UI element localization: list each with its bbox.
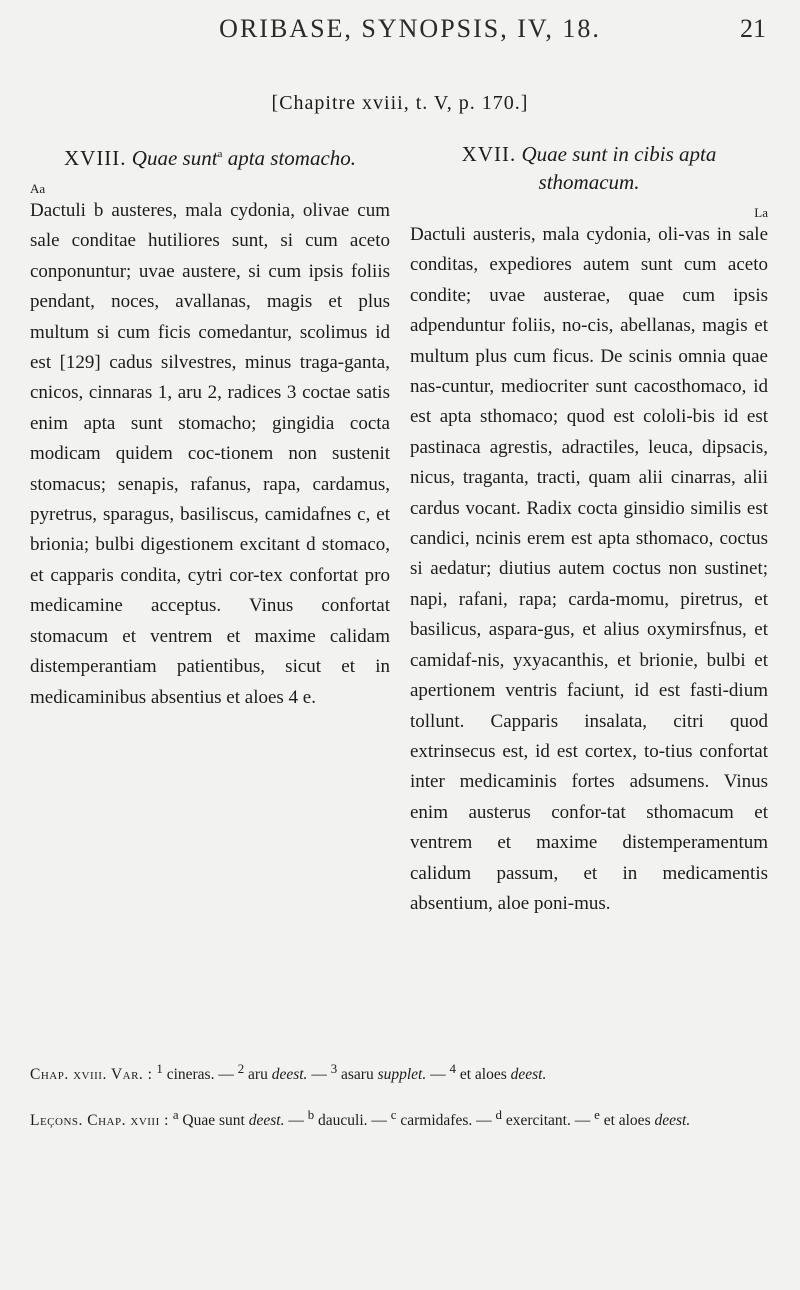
left-column (30, 140, 390, 713)
left-siglum: Aa (30, 181, 46, 196)
variant-notes-label: Chap. xviii. Var. : (30, 1066, 153, 1084)
lecon-note-a: $^a$ Quae sunt deest. (172, 1107, 285, 1130)
right-title-text: Quae sunt in cibis apta sthomacum. (521, 142, 717, 194)
lecons-notes-label: Leçons. Chap. xviii : (30, 1112, 169, 1130)
left-chapter-number: XVIII. (63, 146, 127, 170)
running-title: ORIBASE, SYNOPSIS, IV, 18. (219, 14, 601, 43)
right-siglum: La (754, 205, 768, 220)
left-title-rest: apta stomacho. (227, 146, 357, 170)
variant-note-3: $^3$ asaru supplet. (330, 1061, 427, 1084)
lecon-note-c: $^c$ carmidafes. (390, 1107, 473, 1130)
left-title-sup: a (217, 148, 223, 160)
lecons-notes: Leçons. Chap. xviii : $^a$ Quae sunt deest. — $^b$ dauculi. — $^c$ carmidafes. — $^d$ exercitant. — $^e$ et aloes deest. (30, 1107, 691, 1130)
variant-note-2: $^2$ aru deest. (237, 1061, 308, 1084)
variant-note-4: $^4$ et aloes deest. (449, 1061, 547, 1084)
right-chapter-number: XVII. (461, 142, 517, 166)
right-column (410, 140, 768, 919)
right-body-text: Dactuli austeris, mala cydonia, oli-vas in sale conditas, expediores autem sunt cum aceto condite; uvae austerae, quae cum ipsis adpenduntur foliis, no-cis, abellanas, magis et multum plus cum ficus. De scinis omnia quae nas-cuntur, mediocriter sunt cacosthomaco, id est apta sthomaco; quod est cololi-bis id est pastinaca agrestis, adractiles, leuca, dipsacis, nicus, traganta, tracti, quam alii cinarras, alii cardus vocant. Radix cocta ginsidio similis est candici, ncinis erem est apta sthomaco, coctus si aedatur; diutius autem coctus non sustinet; napi, rafani, rapa; carda-momu, piretrus, et basilicus, aspara-gus, et alius oxymirsfnus, et camidaf-nis, yxyacanthis, et brionie, bulbi et apertionem ventris faciunt, id est fasti-dium tollunt. Capparis insalata, citri quod extrinsecus est, id est cortex, to-tius confortat inter medicaminis fortes adsumens. Vinus enim austerus confor-tat sthomacum et ventrem et maxime distemperamentum calidum passum, et in medicamentis absentium, aloe poni-mus. (410, 224, 768, 914)
lecon-note-b: $^b$ dauculi. (307, 1107, 368, 1130)
lecon-note-e: $^e$ et aloes deest. (594, 1107, 691, 1130)
left-title-text: Quae sunt (131, 146, 218, 170)
variant-note-1: $^1$ cineras. (156, 1061, 215, 1084)
left-column-title (30, 140, 390, 172)
variant-notes: Chap. xviii. Var. : $^1$ cineras. — $^2$ aru deest. — $^3$ asaru supplet. — $^4$ et aloes deest. (30, 1061, 547, 1084)
lecon-note-d: $^d$ exercitant. (495, 1107, 571, 1130)
page-number: 21 (740, 14, 766, 43)
right-column-title (410, 140, 768, 196)
left-body-text: Dactuli b austeres, mala cydonia, olivae cum sale conditae hutiliores sunt, si cum aceto conponuntur; uvae austere, si cum ipsis foliis pendant, noces, avallanas, magis et plus multum si cum ficis comedantur, scolimus id est [129] cadus silvestres, minus traga-ganta, cnicos, cinnaras 1, aru 2, radices 3 coctae satis enim apta sunt stomacho; gingidia cocta modicam quidem coc-tionem non sustenit stomacus; senapis, rafanus, rapa, cardamus, pyretrus, sparagus, basiliscus, camidafnes c, et brionia; bulbi digestionem excitant d stomaco, et capparis condita, cytri cor-tex confortat pro medicamine acceptus. Vinus confortat stomacum et ventrem et maxime calidam distemperantiam patientibus, sicut et in medicaminibus absentius et aloes 4 e. (30, 200, 390, 708)
chapter-reference: [Chapitre xviii, t. V, p. 170.] (271, 92, 529, 114)
